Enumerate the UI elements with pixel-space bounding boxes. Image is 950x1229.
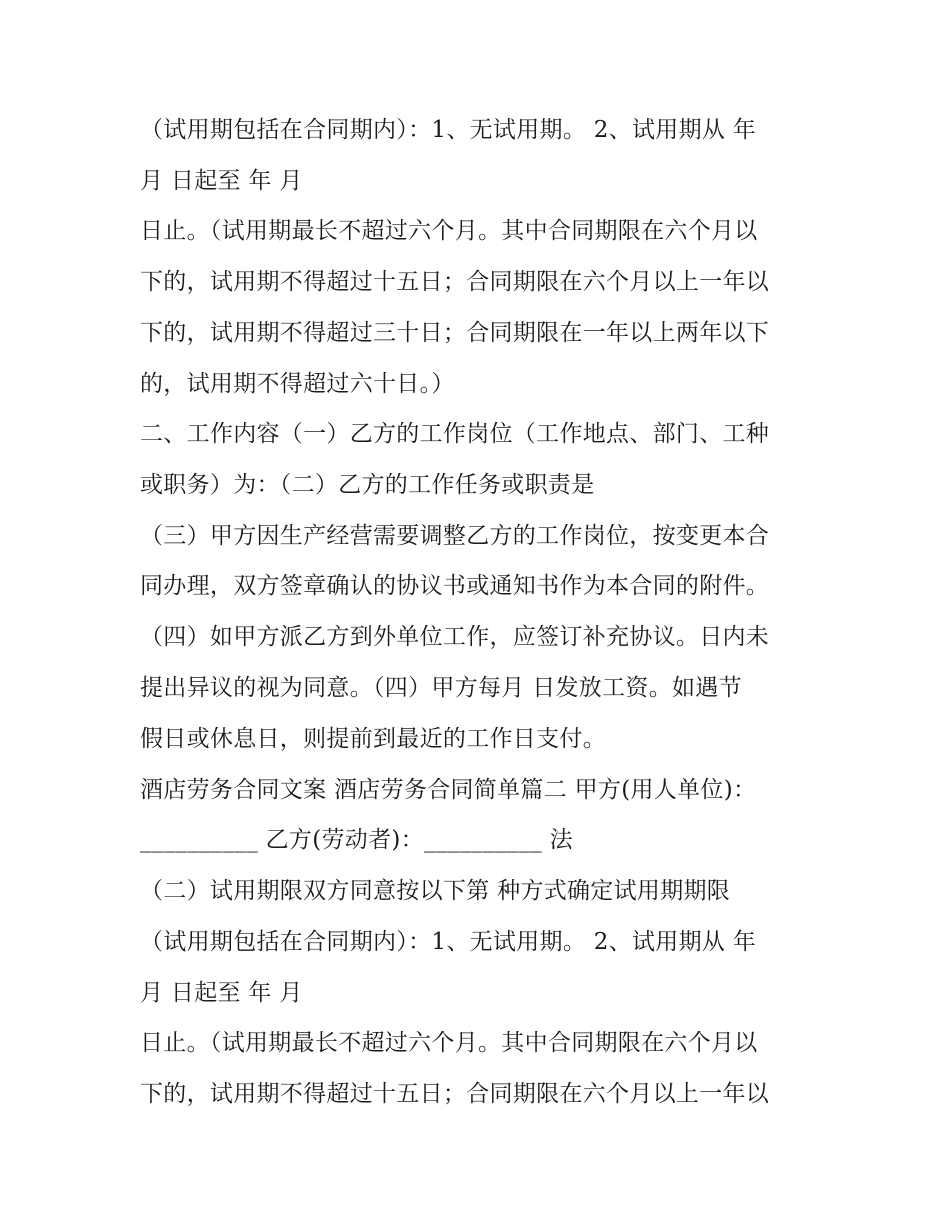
text-line: 同办理，双方签章确认的协议书或通知书作为本合同的附件。 [140,573,770,599]
text-line: 日止。（试用期最长不超过六个月。其中合同期限在六个月以 [140,218,758,244]
text-line: 的，试用期不得超过六十日。） [140,371,455,397]
text-line: 酒店劳务合同文案 酒店劳务合同简单篇二 甲方(用人单位)： [140,777,757,803]
text-line: 或职务）为：（二）乙方的工作任务或职责是 [140,472,595,498]
text-line: （试用期包括在合同期内）：1、无试用期。 2、试用期从 年 [140,929,757,955]
text-line: （二）试用期限双方同意按以下第 种方式确定试用期期限 [140,878,731,904]
text-line: 下的，试用期不得超过十五日；合同期限在六个月以上一年以 [140,1081,770,1107]
text-line: 假日或休息日，则提前到最近的工作日支付。 [140,726,606,752]
text-line: （四）如甲方派乙方到外单位工作，应签订补充协议。日内未 [140,624,770,650]
text-line: 月 日起至 年 月 [140,980,303,1006]
text-line: 下的，试用期不得超过十五日；合同期限在六个月以上一年以 [140,269,770,295]
text-line: __________ 乙方(劳动者)：__________ 法 [140,827,573,853]
text-line: （三）甲方因生产经营需要调整乙方的工作岗位，按变更本合 [140,523,770,549]
text-line: 月 日起至 年 月 [140,168,303,194]
text-line: （试用期包括在合同期内）：1、无试用期。 2、试用期从 年 [140,117,757,143]
text-line: 提出异议的视为同意。（四）甲方每月 日发放工资。如遇节 [140,675,742,701]
text-line: 二、工作内容（一）乙方的工作岗位（工作地点、部门、工种 [140,421,770,447]
text-line: 日止。（试用期最长不超过六个月。其中合同期限在六个月以 [140,1030,758,1056]
text-line: 下的，试用期不得超过三十日；合同期限在一年以上两年以下 [140,320,770,346]
